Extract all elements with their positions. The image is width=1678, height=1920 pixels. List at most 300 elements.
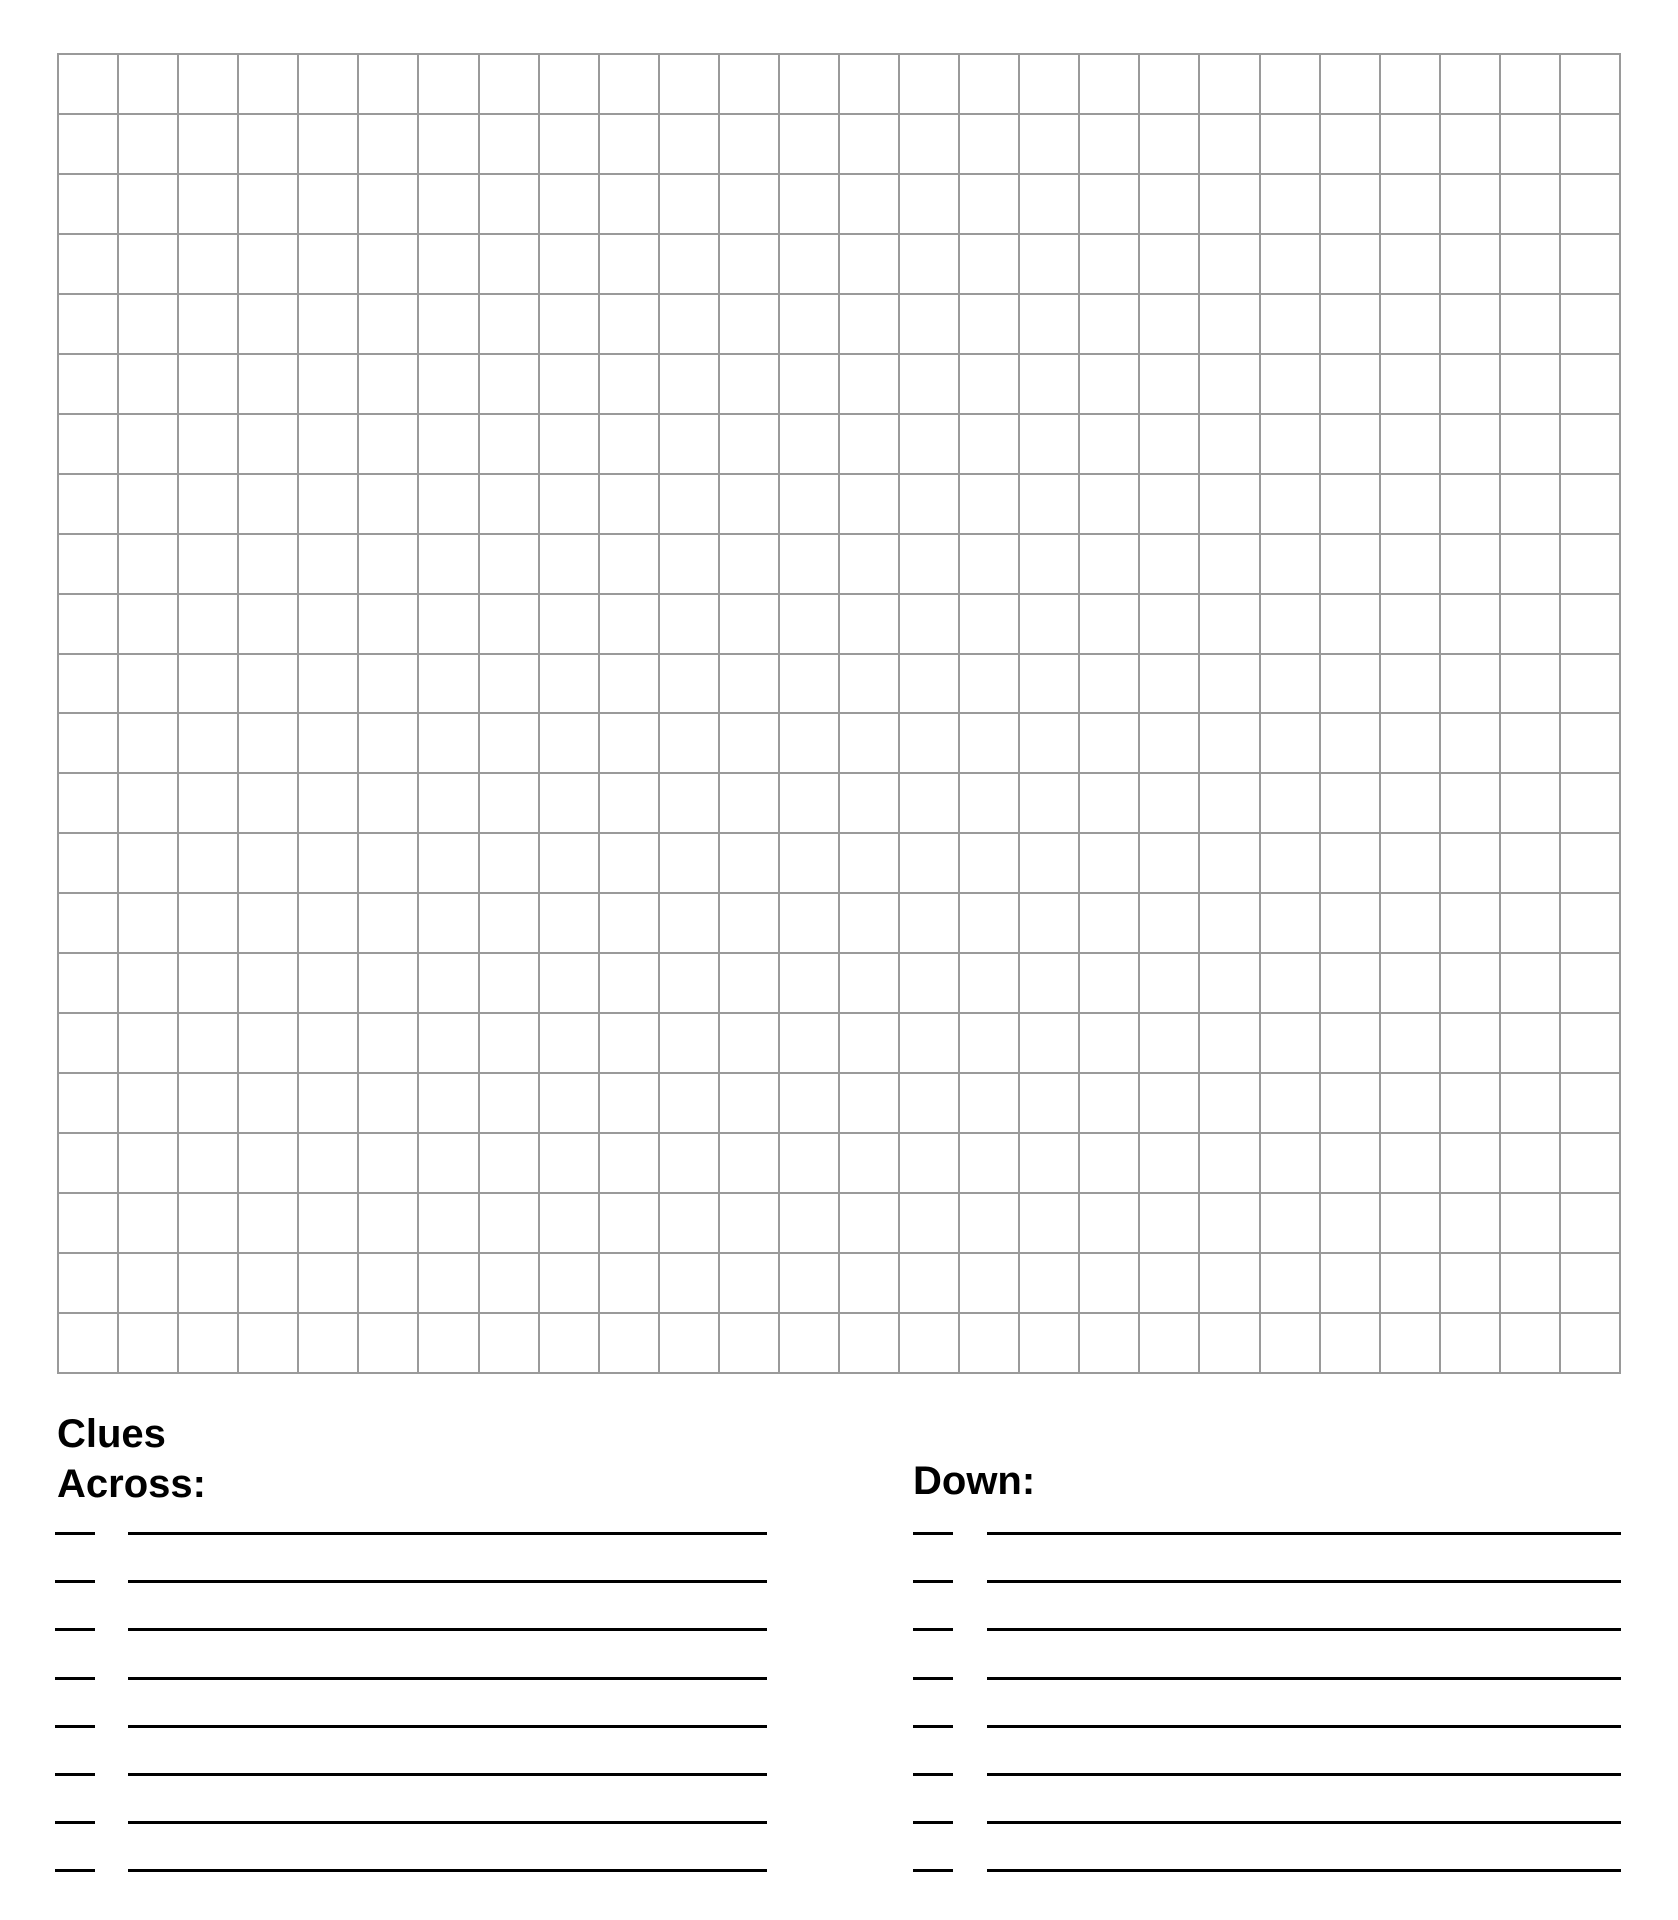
clue-row — [55, 1580, 767, 1628]
grid-cell — [419, 1014, 477, 1072]
grid-cell — [720, 655, 778, 713]
grid-cell — [359, 1194, 417, 1252]
grid-cell — [1020, 655, 1078, 713]
grid-cell — [1080, 774, 1138, 832]
grid-cell — [960, 1134, 1018, 1192]
grid-cell — [480, 774, 538, 832]
grid-cell — [1200, 1314, 1258, 1372]
grid-cell — [119, 295, 177, 353]
grid-cell — [299, 1014, 357, 1072]
grid-cell — [1200, 295, 1258, 353]
grid-cell — [1321, 1014, 1379, 1072]
grid-cell — [780, 355, 838, 413]
grid-cell — [299, 355, 357, 413]
grid-cell — [239, 1254, 297, 1312]
clue-number-blank — [55, 1628, 95, 1631]
grid-cell — [720, 115, 778, 173]
grid-cell — [900, 595, 958, 653]
grid-cell — [960, 1074, 1018, 1132]
grid-cell — [720, 595, 778, 653]
grid-cell — [1441, 535, 1499, 593]
clue-number-blank — [55, 1532, 95, 1535]
clue-row — [55, 1869, 767, 1917]
grid-cell — [840, 415, 898, 473]
grid-cell — [1080, 295, 1138, 353]
grid-cell — [1020, 1194, 1078, 1252]
grid-cell — [1200, 355, 1258, 413]
grid-cell — [1381, 1014, 1439, 1072]
grid-cell — [1321, 415, 1379, 473]
grid-cell — [419, 535, 477, 593]
grid-cell — [359, 774, 417, 832]
grid-cell — [480, 415, 538, 473]
grid-cell — [1381, 714, 1439, 772]
grid-cell — [1501, 295, 1559, 353]
grid-cell — [660, 894, 718, 952]
grid-cell — [900, 295, 958, 353]
clue-number-blank — [913, 1532, 953, 1535]
grid-cell — [1080, 535, 1138, 593]
grid-cell — [1561, 595, 1619, 653]
grid-cell — [299, 115, 357, 173]
grid-cell — [900, 1074, 958, 1132]
down-clue-list — [913, 1532, 1621, 1918]
grid-cell — [1020, 175, 1078, 233]
grid-cell — [59, 175, 117, 233]
grid-cell — [1441, 1134, 1499, 1192]
grid-cell — [960, 55, 1018, 113]
grid-cell — [1321, 355, 1379, 413]
grid-cell — [1321, 1134, 1379, 1192]
grid-cell — [780, 655, 838, 713]
grid-cell — [900, 415, 958, 473]
grid-cell — [299, 655, 357, 713]
grid-cell — [1441, 235, 1499, 293]
grid-cell — [900, 175, 958, 233]
grid-cell — [419, 714, 477, 772]
grid-cell — [119, 954, 177, 1012]
grid-cell — [1080, 115, 1138, 173]
grid-cell — [119, 1134, 177, 1192]
grid-cell — [900, 1254, 958, 1312]
grid-cell — [239, 834, 297, 892]
grid-cell — [1080, 1314, 1138, 1372]
grid-cell — [1441, 475, 1499, 533]
grid-cell — [600, 595, 658, 653]
clues-title: Clues — [57, 1412, 166, 1456]
clue-number-blank — [55, 1580, 95, 1583]
grid-cell — [239, 954, 297, 1012]
grid-cell — [1200, 115, 1258, 173]
grid-cell — [299, 475, 357, 533]
grid-cell — [1561, 1134, 1619, 1192]
clue-text-blank — [128, 1773, 767, 1776]
crossword-grid — [57, 53, 1621, 1374]
grid-cell — [1200, 475, 1258, 533]
clue-row — [913, 1869, 1621, 1917]
grid-cell — [1501, 1074, 1559, 1132]
grid-cell — [900, 834, 958, 892]
grid-cell — [419, 175, 477, 233]
grid-cell — [59, 1254, 117, 1312]
clue-text-blank — [987, 1677, 1621, 1680]
grid-cell — [1140, 1014, 1198, 1072]
grid-cell — [480, 595, 538, 653]
grid-cell — [780, 834, 838, 892]
grid-cell — [1261, 175, 1319, 233]
grid-cell — [1381, 535, 1439, 593]
clue-number-blank — [55, 1773, 95, 1776]
grid-cell — [1080, 595, 1138, 653]
grid-cell — [720, 415, 778, 473]
grid-cell — [359, 535, 417, 593]
grid-cell — [1200, 774, 1258, 832]
grid-cell — [179, 595, 237, 653]
clue-row — [55, 1628, 767, 1676]
grid-cell — [179, 355, 237, 413]
grid-cell — [900, 1134, 958, 1192]
grid-cell — [359, 954, 417, 1012]
grid-cell — [840, 115, 898, 173]
grid-cell — [1261, 894, 1319, 952]
clue-row — [913, 1725, 1621, 1773]
grid-cell — [840, 475, 898, 533]
grid-cell — [840, 535, 898, 593]
grid-cell — [419, 415, 477, 473]
grid-cell — [720, 1314, 778, 1372]
grid-cell — [1261, 235, 1319, 293]
clue-number-blank — [913, 1869, 953, 1872]
grid-cell — [780, 1254, 838, 1312]
grid-cell — [419, 475, 477, 533]
grid-cell — [1080, 894, 1138, 952]
grid-cell — [780, 1314, 838, 1372]
grid-cell — [1321, 1254, 1379, 1312]
grid-cell — [1381, 415, 1439, 473]
grid-cell — [1200, 595, 1258, 653]
grid-cell — [1200, 1254, 1258, 1312]
grid-cell — [660, 655, 718, 713]
grid-cell — [119, 1014, 177, 1072]
grid-cell — [1561, 1074, 1619, 1132]
grid-cell — [419, 355, 477, 413]
grid-cell — [480, 1194, 538, 1252]
grid-cell — [1080, 655, 1138, 713]
grid-cell — [960, 415, 1018, 473]
grid-cell — [960, 535, 1018, 593]
grid-cell — [1561, 415, 1619, 473]
grid-cell — [1321, 535, 1379, 593]
grid-cell — [480, 1254, 538, 1312]
clue-number-blank — [55, 1869, 95, 1872]
grid-cell — [780, 954, 838, 1012]
clue-number-blank — [55, 1821, 95, 1824]
grid-cell — [1080, 175, 1138, 233]
grid-cell — [660, 1014, 718, 1072]
grid-cell — [419, 834, 477, 892]
grid-cell — [1381, 1314, 1439, 1372]
grid-cell — [1261, 1254, 1319, 1312]
grid-cell — [540, 954, 598, 1012]
clue-text-blank — [987, 1821, 1621, 1824]
grid-cell — [359, 1134, 417, 1192]
grid-cell — [480, 894, 538, 952]
grid-cell — [600, 1194, 658, 1252]
grid-cell — [1561, 954, 1619, 1012]
grid-cell — [1381, 894, 1439, 952]
grid-cell — [900, 355, 958, 413]
grid-cell — [1321, 235, 1379, 293]
grid-cell — [1200, 834, 1258, 892]
grid-cell — [1561, 355, 1619, 413]
clue-row — [913, 1580, 1621, 1628]
grid-cell — [179, 1134, 237, 1192]
grid-cell — [540, 55, 598, 113]
clue-text-blank — [128, 1580, 767, 1583]
grid-cell — [1441, 834, 1499, 892]
grid-cell — [119, 595, 177, 653]
grid-cell — [900, 774, 958, 832]
grid-cell — [840, 1134, 898, 1192]
grid-cell — [600, 175, 658, 233]
grid-cell — [600, 355, 658, 413]
grid-cell — [960, 1194, 1018, 1252]
grid-cell — [1020, 595, 1078, 653]
grid-cell — [960, 1014, 1018, 1072]
grid-cell — [1381, 655, 1439, 713]
grid-cell — [1561, 1194, 1619, 1252]
grid-cell — [660, 415, 718, 473]
grid-cell — [179, 954, 237, 1012]
grid-cell — [1321, 175, 1379, 233]
grid-cell — [1261, 355, 1319, 413]
grid-cell — [119, 415, 177, 473]
grid-cell — [600, 415, 658, 473]
grid-cell — [1501, 535, 1559, 593]
grid-cell — [1561, 535, 1619, 593]
grid-cell — [239, 894, 297, 952]
grid-cell — [540, 714, 598, 772]
grid-cell — [239, 774, 297, 832]
grid-cell — [480, 535, 538, 593]
grid-cell — [660, 1314, 718, 1372]
grid-cell — [59, 535, 117, 593]
grid-cell — [720, 535, 778, 593]
grid-cell — [1020, 55, 1078, 113]
grid-cell — [1501, 1254, 1559, 1312]
grid-cell — [179, 1074, 237, 1132]
grid-cell — [119, 1074, 177, 1132]
grid-cell — [480, 1014, 538, 1072]
grid-cell — [1441, 954, 1499, 1012]
grid-cell — [1441, 415, 1499, 473]
grid-cell — [59, 834, 117, 892]
grid-cell — [1200, 1194, 1258, 1252]
grid-cell — [1441, 1254, 1499, 1312]
grid-cell — [179, 1314, 237, 1372]
grid-cell — [1140, 115, 1198, 173]
grid-cell — [1441, 595, 1499, 653]
grid-cell — [179, 415, 237, 473]
grid-cell — [1381, 774, 1439, 832]
grid-cell — [1321, 894, 1379, 952]
grid-cell — [299, 774, 357, 832]
grid-cell — [1080, 1134, 1138, 1192]
grid-cell — [960, 295, 1018, 353]
grid-cell — [359, 1254, 417, 1312]
grid-cell — [299, 954, 357, 1012]
grid-cell — [1381, 235, 1439, 293]
grid-cell — [419, 954, 477, 1012]
grid-cell — [900, 1194, 958, 1252]
grid-cell — [419, 55, 477, 113]
grid-cell — [1381, 295, 1439, 353]
grid-cell — [780, 894, 838, 952]
grid-cell — [1321, 954, 1379, 1012]
grid-cell — [660, 115, 718, 173]
grid-cell — [419, 1074, 477, 1132]
grid-cell — [1140, 175, 1198, 233]
grid-cell — [840, 954, 898, 1012]
grid-cell — [59, 355, 117, 413]
grid-cell — [359, 355, 417, 413]
clue-number-blank — [913, 1628, 953, 1631]
grid-cell — [1501, 774, 1559, 832]
grid-cell — [239, 1194, 297, 1252]
grid-cell — [480, 655, 538, 713]
grid-cell — [840, 1014, 898, 1072]
grid-cell — [1441, 175, 1499, 233]
grid-cell — [1140, 295, 1198, 353]
clue-number-blank — [55, 1725, 95, 1728]
clue-text-blank — [128, 1725, 767, 1728]
grid-cell — [960, 774, 1018, 832]
grid-cell — [960, 355, 1018, 413]
grid-cell — [900, 475, 958, 533]
grid-cell — [179, 655, 237, 713]
grid-cell — [1020, 954, 1078, 1012]
grid-cell — [1261, 55, 1319, 113]
grid-cell — [419, 894, 477, 952]
grid-cell — [540, 1194, 598, 1252]
grid-cell — [780, 1194, 838, 1252]
grid-cell — [600, 55, 658, 113]
grid-cell — [1080, 954, 1138, 1012]
grid-cell — [179, 774, 237, 832]
grid-cell — [59, 595, 117, 653]
grid-cell — [1381, 1194, 1439, 1252]
grid-cell — [59, 894, 117, 952]
grid-cell — [239, 1134, 297, 1192]
grid-cell — [59, 115, 117, 173]
grid-cell — [600, 834, 658, 892]
grid-cell — [840, 894, 898, 952]
grid-cell — [119, 1314, 177, 1372]
grid-cell — [1501, 714, 1559, 772]
clue-row — [55, 1773, 767, 1821]
grid-cell — [419, 295, 477, 353]
grid-cell — [1501, 175, 1559, 233]
grid-cell — [1140, 954, 1198, 1012]
grid-cell — [720, 894, 778, 952]
grid-cell — [660, 954, 718, 1012]
grid-cell — [1321, 55, 1379, 113]
grid-cell — [1501, 1314, 1559, 1372]
clue-row — [913, 1821, 1621, 1869]
grid-cell — [900, 894, 958, 952]
grid-cell — [480, 55, 538, 113]
grid-cell — [480, 954, 538, 1012]
grid-cell — [239, 1074, 297, 1132]
grid-cell — [1261, 1134, 1319, 1192]
grid-cell — [540, 415, 598, 473]
grid-cell — [780, 1134, 838, 1192]
clue-row — [913, 1773, 1621, 1821]
grid-cell — [1441, 894, 1499, 952]
grid-cell — [1140, 595, 1198, 653]
grid-cell — [540, 235, 598, 293]
grid-cell — [540, 355, 598, 413]
grid-cell — [600, 714, 658, 772]
grid-cell — [299, 295, 357, 353]
grid-cell — [1020, 1254, 1078, 1312]
grid-cell — [960, 954, 1018, 1012]
grid-cell — [1321, 1194, 1379, 1252]
grid-cell — [720, 175, 778, 233]
grid-cell — [299, 235, 357, 293]
grid-cell — [1441, 355, 1499, 413]
grid-cell — [1321, 295, 1379, 353]
grid-cell — [660, 834, 718, 892]
grid-cell — [1020, 1014, 1078, 1072]
clue-number-blank — [913, 1677, 953, 1680]
grid-cell — [1381, 115, 1439, 173]
grid-cell — [540, 295, 598, 353]
grid-cell — [1441, 1014, 1499, 1072]
grid-cell — [660, 175, 718, 233]
grid-cell — [359, 1074, 417, 1132]
grid-cell — [780, 475, 838, 533]
clue-text-blank — [987, 1580, 1621, 1583]
grid-cell — [1441, 115, 1499, 173]
grid-cell — [780, 55, 838, 113]
clue-number-blank — [913, 1773, 953, 1776]
grid-cell — [1261, 595, 1319, 653]
grid-cell — [1501, 1194, 1559, 1252]
grid-cell — [780, 235, 838, 293]
grid-cell — [1200, 954, 1258, 1012]
grid-cell — [1381, 55, 1439, 113]
grid-cell — [660, 355, 718, 413]
grid-cell — [59, 1194, 117, 1252]
grid-cell — [239, 415, 297, 473]
grid-cell — [1501, 415, 1559, 473]
grid-cell — [1381, 834, 1439, 892]
grid-cell — [780, 175, 838, 233]
grid-cell — [1381, 1074, 1439, 1132]
grid-cell — [1381, 1134, 1439, 1192]
grid-cell — [179, 115, 237, 173]
grid-cell — [1200, 175, 1258, 233]
grid-cell — [780, 415, 838, 473]
grid-cell — [900, 1014, 958, 1072]
grid-cell — [1020, 1134, 1078, 1192]
grid-cell — [59, 714, 117, 772]
grid-cell — [119, 1194, 177, 1252]
grid-cell — [780, 1014, 838, 1072]
grid-cell — [1200, 235, 1258, 293]
grid-cell — [540, 774, 598, 832]
